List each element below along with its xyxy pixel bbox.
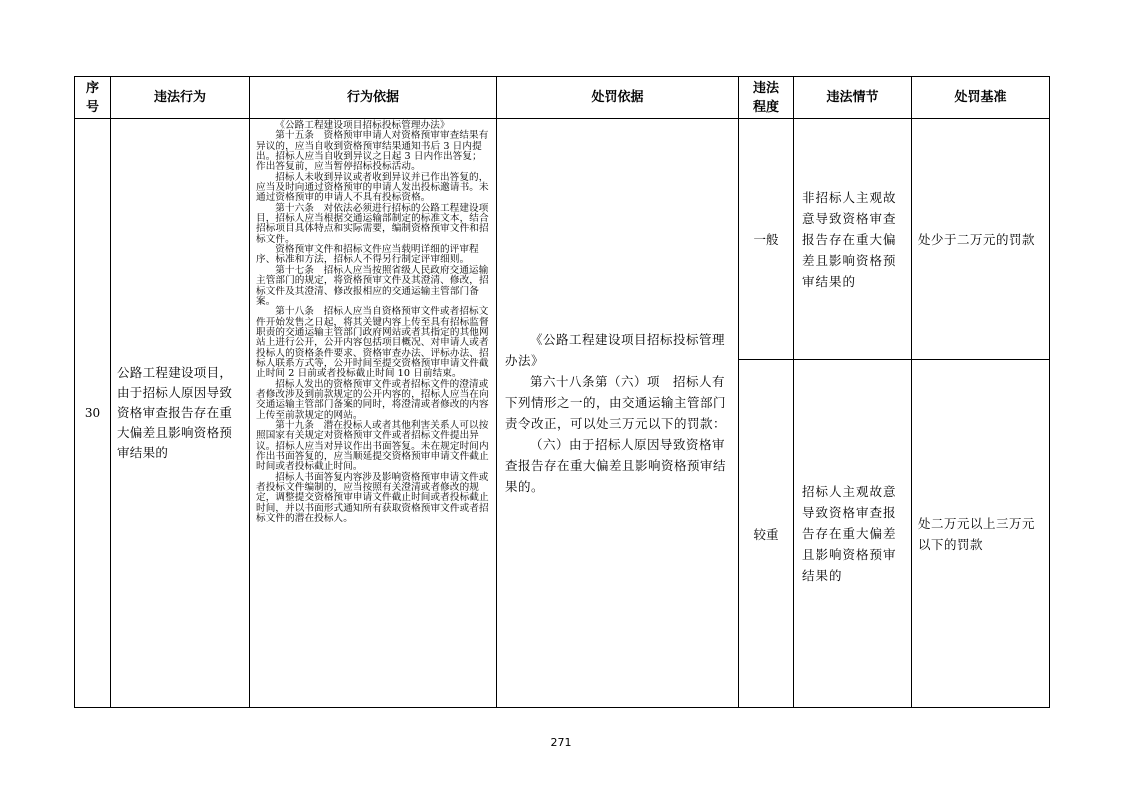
penalty-basis — [497, 119, 739, 708]
penalty-paragraph: 《公路工程建设项目招标投标管理办法》 — [505, 332, 726, 368]
circumstance-general: 非招标人主观故意导致资格审查报告存在重大偏差且影响资格预审结果的 — [794, 119, 912, 360]
row-seq: 30 — [75, 119, 111, 708]
circumstance-serious: 招标人主观故意导致资格审查报告存在重大偏差且影响资格预审结果的 — [794, 360, 912, 708]
basis-paragraph: 招标人未收到异议或者收到异议并已作出答复的，应当及时向通过资格预审的申请人发出投标邀请书。未通过资格预审的申请人不具有投标资格。 — [256, 171, 489, 204]
header-seq-label: 序号 — [85, 80, 99, 115]
basis-paragraph: 《公路工程建设项目招标投标管理办法》 — [275, 120, 450, 131]
basis-paragraph: 第十八条 招标人应当自资格预审文件或者招标文件开始发售之日起，将其关键内容上传至具有招标监督职责的交通运输主管部门政府网站或者其指定的其他网站上进行公开，公开内容包括项目概况、对申请人或者投标人的资格条件要求、资格审查办法、评标办法、招标人联系方式等，公开时间至提交资格预审申请文件截止时间 2 日前或者投标截止时间 10 日前结束。 — [256, 306, 489, 380]
penalty-paragraph: 第六十八条第（六）项 招标人有下列情形之一的，由交通运输主管部门责令改正，可以处三万元以下的罚款： — [505, 374, 727, 431]
penalty-standard-table — [74, 76, 1050, 708]
table-row — [75, 119, 1050, 360]
header-circumstance: 违法情节 — [794, 77, 912, 119]
conduct-basis — [250, 119, 497, 708]
header-degree-label: 违法程度 — [752, 80, 779, 115]
degree-serious: 较重 — [739, 360, 794, 708]
violation-description: 公路工程建设项目，由于招标人原因导致资格审查报告存在重大偏差且影响资格预审结果的 — [111, 119, 250, 708]
table-header-row — [75, 77, 1050, 119]
header-penalty-basis: 处罚依据 — [497, 77, 739, 119]
header-violation: 违法行为 — [111, 77, 250, 119]
basis-paragraph: 第十七条 招标人应当按照省级人民政府交通运输主管部门的规定，将资格预审文件及其澄清、修改，招标文件及其澄清、修改报相应的交通运输主管部门备案。 — [256, 264, 489, 307]
degree-general: 一般 — [739, 119, 794, 360]
standard-serious: 处二万元以上三万元以下的罚款 — [912, 360, 1050, 708]
page-number: 271 — [550, 736, 572, 749]
penalty-paragraph: （六）由于招标人原因导致资格审查报告存在重大偏差且影响资格预审结果的。 — [505, 437, 727, 494]
basis-paragraph: 招标人书面答复内容涉及影响资格预审申请文件或者投标文件编制的，应当按照有关澄清或者修改的规定，调整提交资格预审申请文件截止时间或者投标截止时间，并以书面形式通知所有获取资格预审文件或者招标文件的潜在投标人。 — [256, 471, 489, 525]
basis-paragraph: 第十九条 潜在投标人或者其他利害关系人可以按照国家有关规定对资格预审文件或者招标文件提出异议。招标人应当对异议作出书面答复。未在规定时间内作出书面答复的，应当顺延提交资格预审申请文件截止时间或者投标截止时间。 — [256, 419, 489, 473]
header-standard: 处罚基准 — [912, 77, 1050, 119]
header-seq — [75, 77, 111, 119]
basis-paragraph: 第十六条 对依法必须进行招标的公路工程建设项目，招标人应当根据交通运输部制定的标准文本，结合招标项目具体特点和实际需要，编制资格预审文件和招标文件。 — [256, 202, 489, 245]
standard-general: 处少于二万元的罚款 — [912, 119, 1050, 360]
header-basis: 行为依据 — [250, 77, 497, 119]
header-degree — [739, 77, 794, 119]
basis-paragraph: 招标人发出的资格预审文件或者招标文件的澄清或者修改涉及到前款规定的公开内容的，招标人应当在向交通运输主管部门备案的同时，将澄清或者修改的内容上传至前款规定的网站。 — [256, 378, 489, 421]
basis-paragraph: 第十五条 资格预审申请人对资格预审审查结果有异议的，应当自收到资格预审结果通知书后 3 日内提出。招标人应当自收到异议之日起 3 日内作出答复；作出答复前，应当暂停招标投标活动。 — [256, 130, 489, 173]
basis-paragraph: 资格预审文件和招标文件应当载明详细的评审程序、标准和方法，招标人不得另行制定评审细则。 — [256, 244, 479, 266]
